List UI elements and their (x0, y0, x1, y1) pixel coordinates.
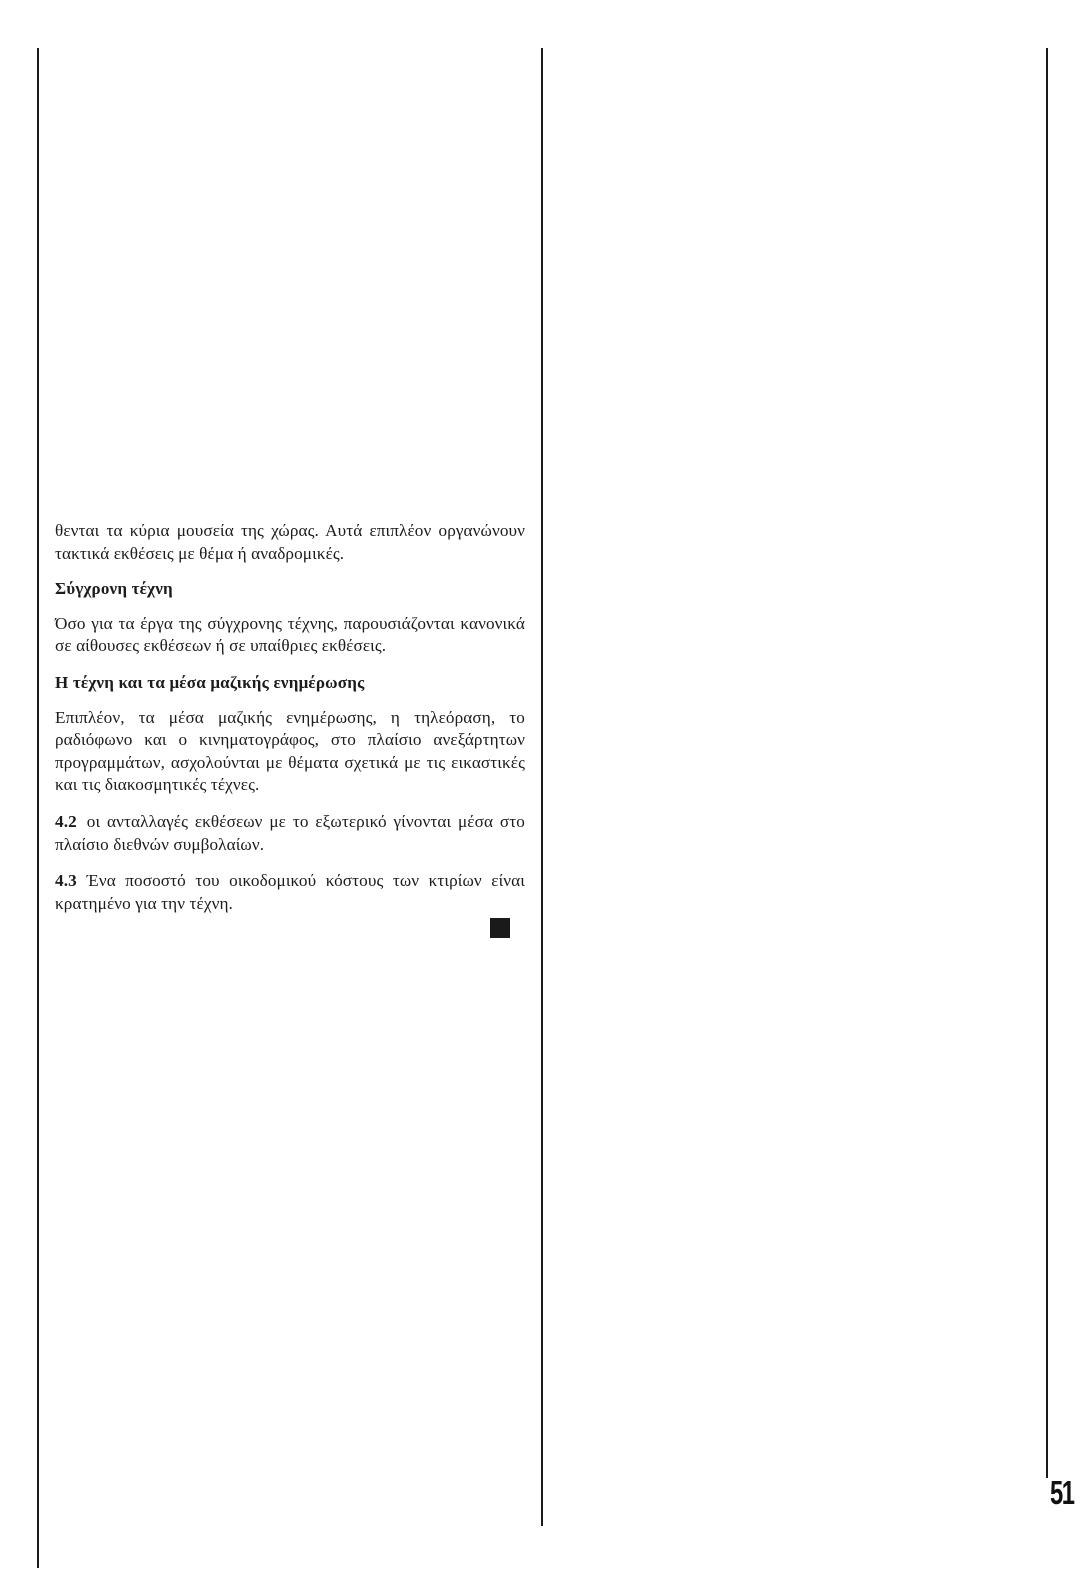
end-of-article-square-icon (490, 918, 510, 938)
art-and-media-heading: Η τέχνη και τα μέσα μαζικής ενημέρωσης (55, 672, 365, 692)
item-text: οι ανταλλαγές εκθέσεων με το εξωτερικό γίνονται μέσα στο πλαίσιο διεθνών συμβολαίων. (55, 811, 525, 854)
contemporary-art-heading: Σύγχρονη τέχνη (55, 579, 173, 599)
left-text-column (55, 520, 525, 929)
right-margin-rule (1046, 48, 1048, 1478)
column-divider-rule (541, 48, 543, 1526)
contemporary-art-paragraph: Όσο για τα έργα της σύγχρονης τέχνης, παρουσιάζονται κανονικά σε αίθουσες εκθέσεων ή σε υπαίθριες εκθέσεις. (55, 613, 525, 656)
numbered-item-4-3 (55, 870, 525, 915)
art-and-media-paragraph: Επιπλέον, τα μέσα μαζικής ενημέρωσης, η τηλεόραση, το ραδιόφωνο και ο κινηματογράφος, στο πλαίσιο ανεξάρτητων προγραμμάτων, ασχολούνται με θέματα σχετικά με τις εικαστικές και τις διακοσμητικές τέχνες. (55, 707, 525, 795)
numbered-item-4-2 (55, 811, 525, 856)
left-margin-rule (37, 48, 39, 1568)
item-number: 4.2 (55, 811, 77, 831)
item-number: 4.3 (55, 871, 77, 891)
page-number: 51 (1050, 1474, 1074, 1511)
intro-paragraph: θενται τα κύρια μουσεία της χώρας. Αυτά επιπλέον οργανώνουν τακτικά εκθέσεις με θέμα ή αναδρομικές. (55, 521, 525, 563)
item-text: Ένα ποσοστό του οικοδομικού κόστους των κτιρίων είναι κρατημένο για την τέχνη. (55, 871, 525, 913)
